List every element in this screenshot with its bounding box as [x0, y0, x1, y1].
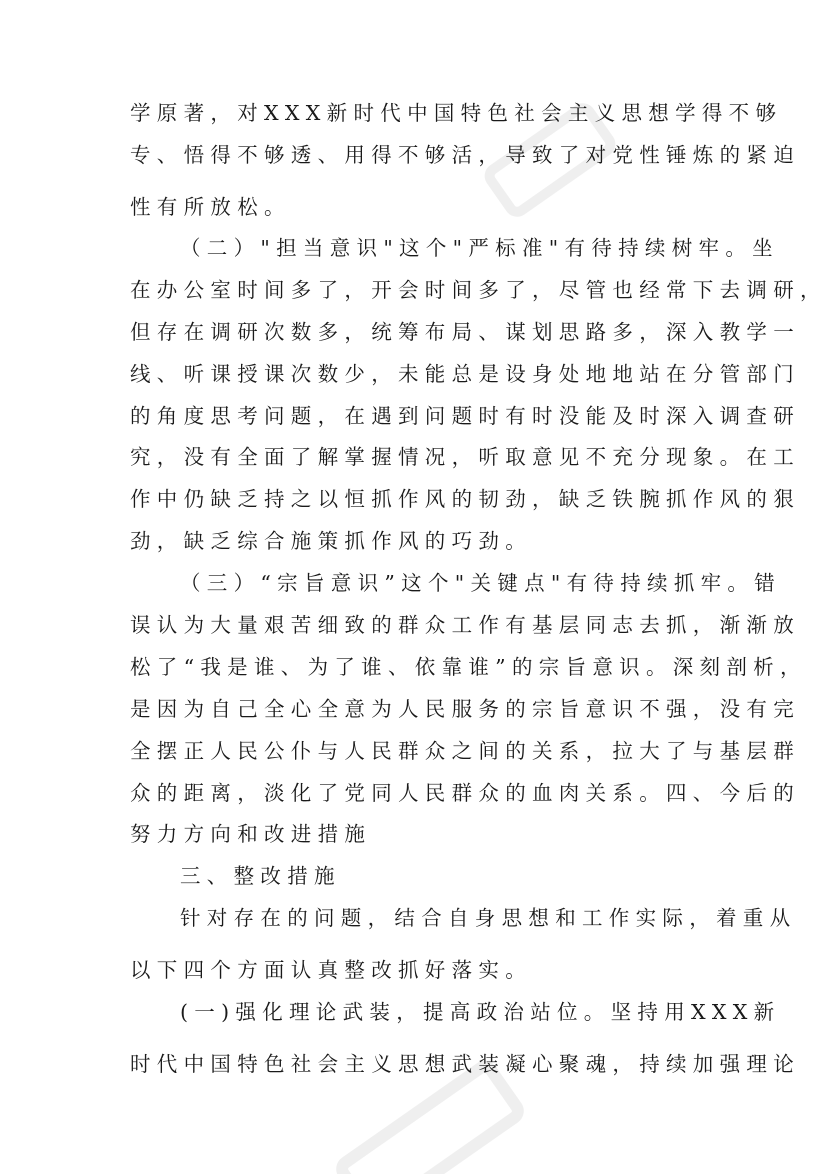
- text-line: 众的距离，淡化了党同人民群众的血肉关系。四、今后的: [130, 781, 800, 805]
- section-heading: 三、整改措施: [180, 864, 341, 888]
- text-line: （三）“宗旨意识”这个"关键点"有待持续抓牢。错: [180, 571, 782, 595]
- text-line: 误认为大量艰苦细致的群众工作有基层同志去抓，渐渐放: [130, 613, 800, 637]
- text-line: 学原著，对XXX新时代中国特色社会主义思想学得不够: [130, 101, 783, 125]
- text-line: 以下四个方面认真整改抓好落实。: [130, 958, 532, 982]
- text-line: 全摆正人民公仆与人民群众之间的关系，拉大了与基层群: [130, 739, 800, 763]
- text-line: 作中仍缺乏持之以恒抓作风的韧劲，缺乏铁腕抓作风的狠: [130, 487, 800, 511]
- text-line: 劲，缺乏综合施策抓作风的巧劲。: [130, 529, 532, 553]
- text-line: 是因为自己全心全意为人民服务的宗旨意识不强，没有完: [130, 697, 800, 721]
- text-line: （二）"担当意识"这个"严标准"有待持续树牢。坐: [180, 236, 779, 260]
- text-line: 松了“我是谁、为了谁、依靠谁”的宗旨意识。深刻剖析，: [130, 655, 807, 679]
- text-line: 专、悟得不够透、用得不够活，导致了对党性锤炼的紧迫: [130, 143, 800, 167]
- text-line: 究，没有全面了解掌握情况，听取意见不充分现象。在工: [130, 445, 800, 469]
- text-line: (一)强化理论武装，提高政治站位。坚持用XXX新: [180, 1000, 781, 1024]
- text-line: 性有所放松。: [130, 195, 291, 219]
- text-line: 线、听课授课次数少，未能总是设身处地地站在分管部门: [130, 362, 800, 386]
- text-line: 时代中国特色社会主义思想武装凝心聚魂，持续加强理论: [130, 1052, 800, 1076]
- text-line: 在办公室时间多了，开会时间多了，尽管也经常下去调研，: [130, 278, 827, 302]
- text-line: 的角度思考问题，在遇到问题时有时没能及时深入调查研: [130, 404, 800, 428]
- text-line: 但存在调研次数多，统筹布局、谋划思路多，深入教学一: [130, 320, 800, 344]
- text-line: 针对存在的问题，结合自身思想和工作实际，着重从: [180, 906, 797, 930]
- watermark-graphic: [300, 1060, 560, 1174]
- text-line: 努力方向和改进措施: [130, 822, 372, 846]
